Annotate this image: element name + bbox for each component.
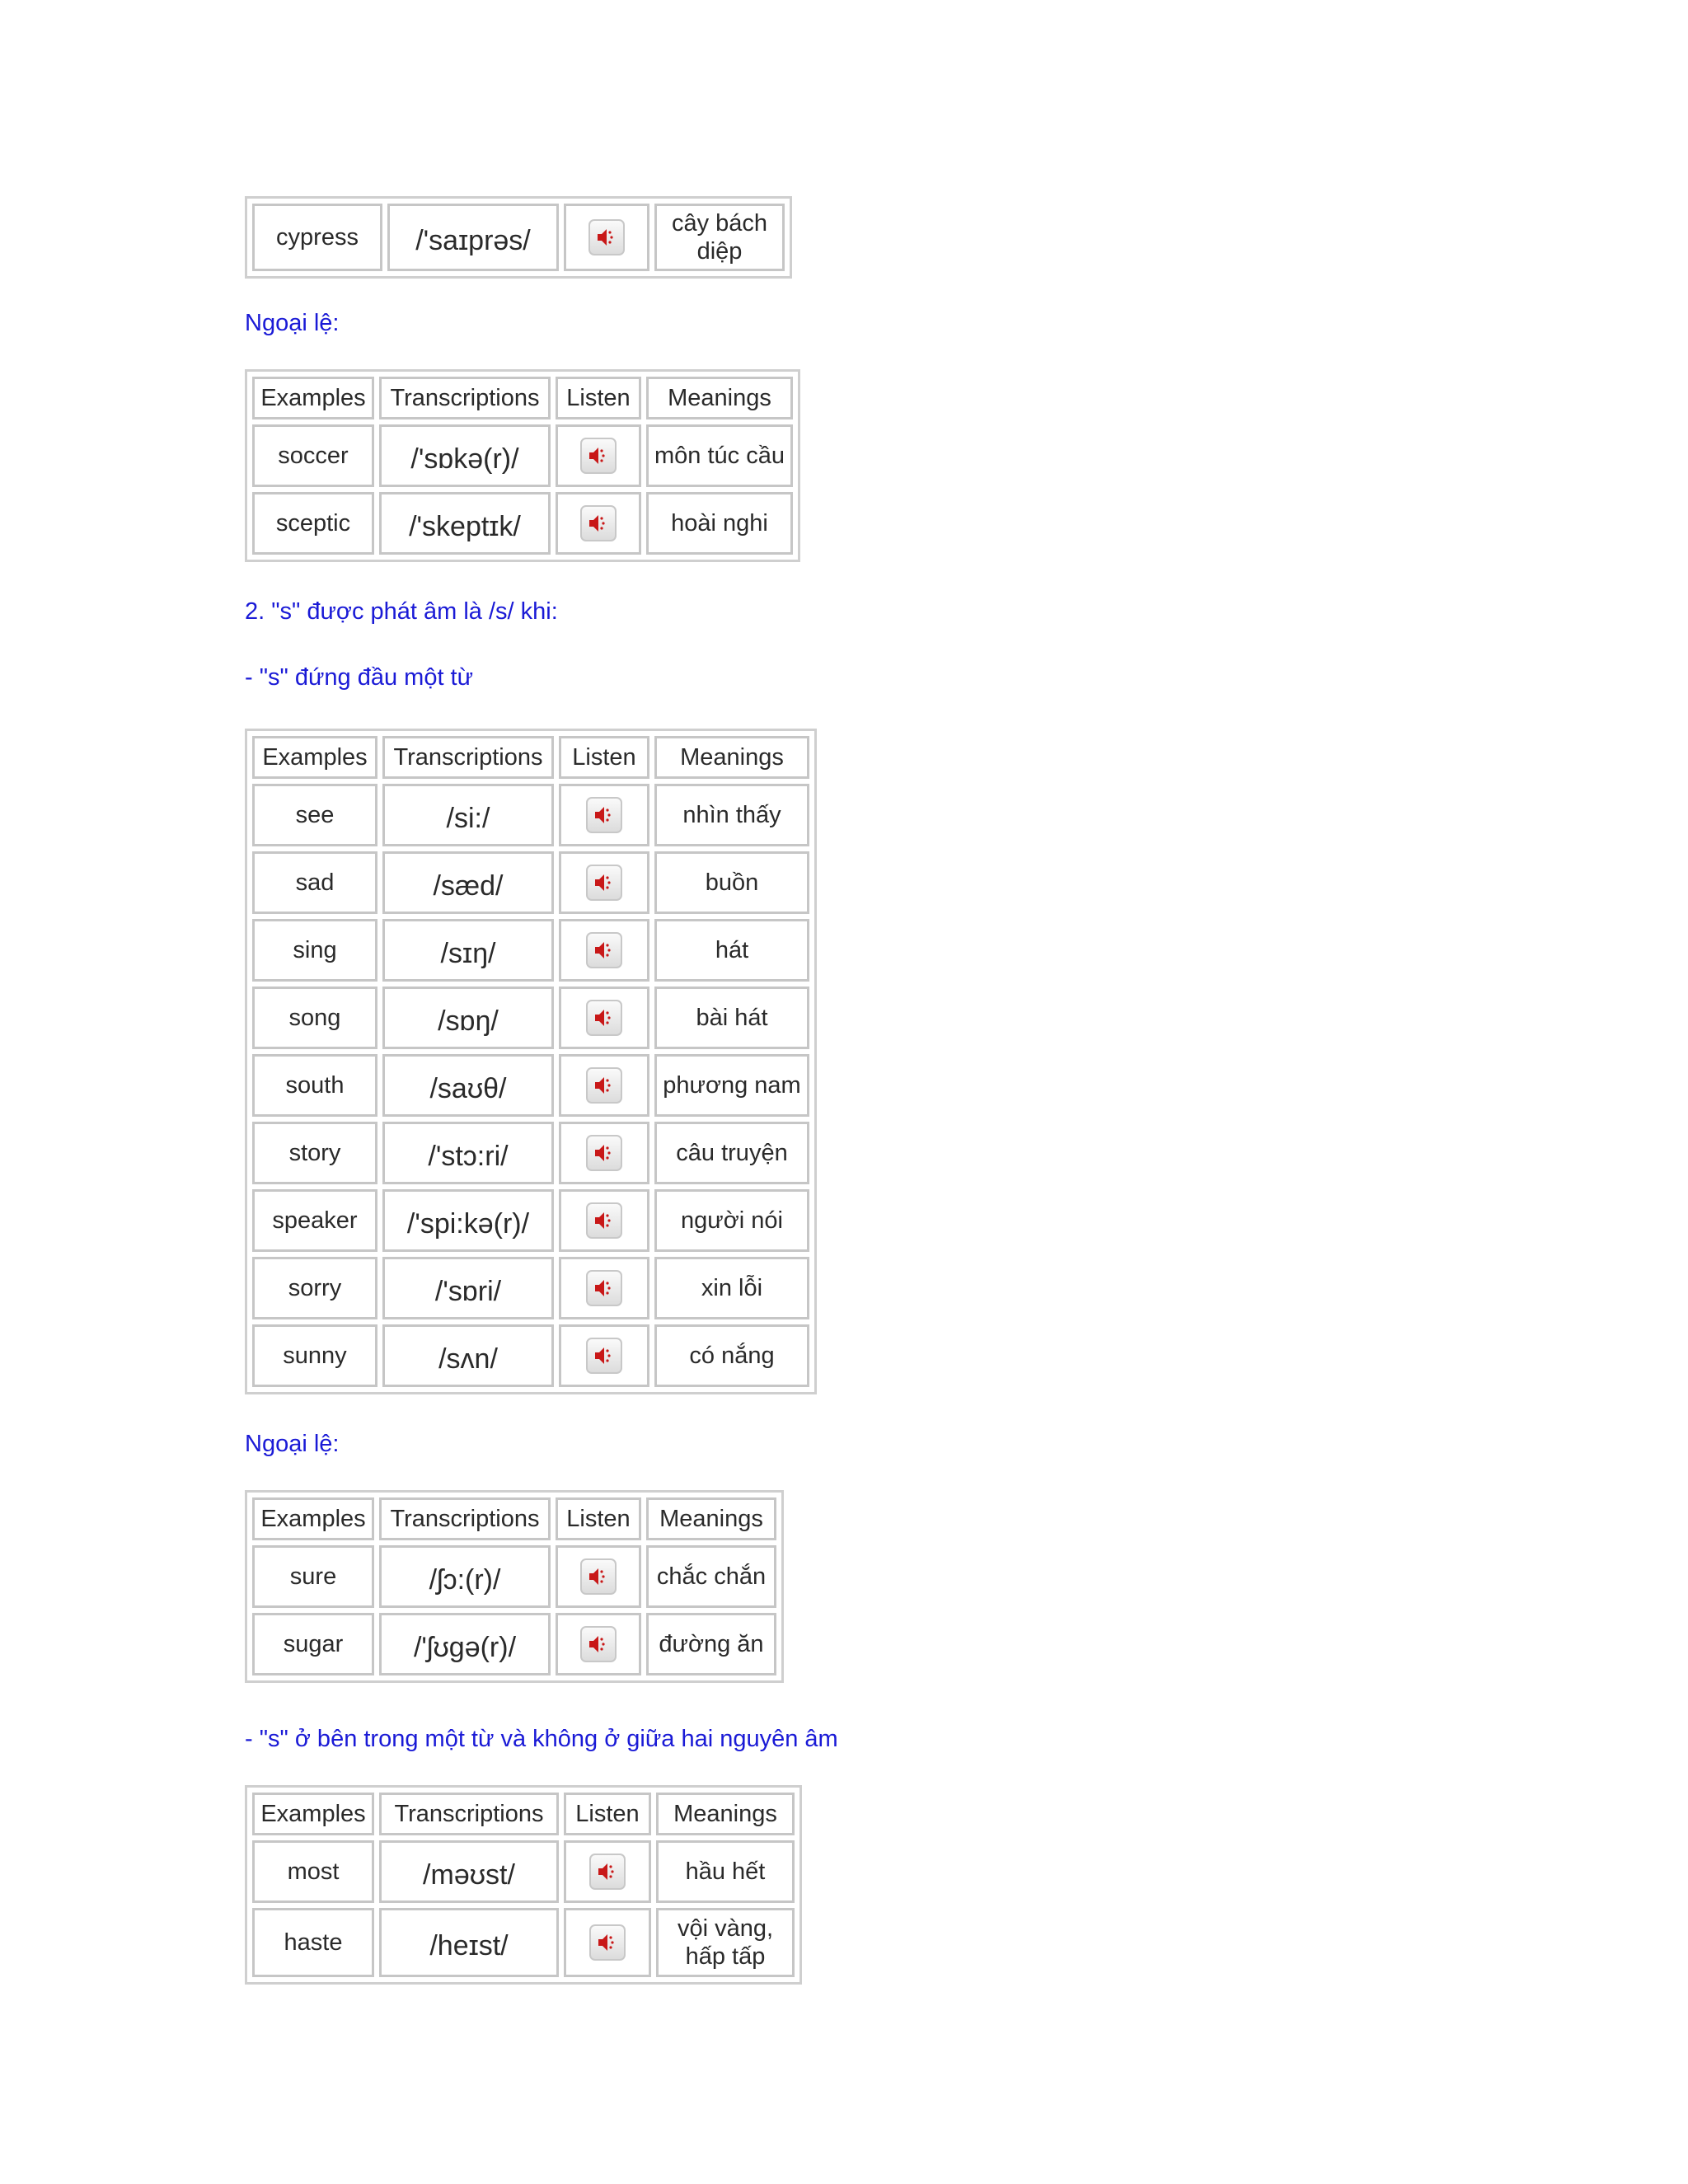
meaning-cell: cây bách diệp xyxy=(654,204,785,271)
example-cell: story xyxy=(252,1122,377,1184)
table-header xyxy=(252,1793,795,1835)
listen-cell xyxy=(559,1257,649,1319)
header-row xyxy=(252,1497,776,1540)
table-row xyxy=(252,424,793,487)
table-header xyxy=(252,1497,776,1540)
table-row xyxy=(252,1908,795,1977)
speaker-icon[interactable] xyxy=(586,1135,622,1171)
section-subtitle: - "s" ở bên trong một từ và không ở giữa hai nguyên âm xyxy=(245,1726,838,1752)
example-cell: see xyxy=(252,784,377,846)
meaning-cell: nhìn thấy xyxy=(654,784,809,846)
listen-cell xyxy=(559,1122,649,1184)
example-cell: most xyxy=(252,1840,374,1903)
speaker-icon[interactable] xyxy=(586,1270,622,1306)
transcription-cell: /'sɒri/ xyxy=(382,1257,554,1319)
vocab-table-exceptions-2 xyxy=(245,1490,784,1683)
transcription-cell: /'stɔ:ri/ xyxy=(382,1122,554,1184)
transcription-cell: /'skeptɪk/ xyxy=(379,492,551,555)
example-cell: haste xyxy=(252,1908,374,1977)
document-body xyxy=(245,196,1564,1985)
transcription-cell: /sɒŋ/ xyxy=(382,987,554,1049)
table-row xyxy=(252,1054,809,1117)
example-cell: south xyxy=(252,1054,377,1117)
table-row xyxy=(252,851,809,914)
example-cell: song xyxy=(252,987,377,1049)
meaning-cell: hầu hết xyxy=(656,1840,795,1903)
vocab-table-exceptions-1 xyxy=(245,369,800,562)
example-cell: sceptic xyxy=(252,492,374,555)
listen-cell xyxy=(559,987,649,1049)
listen-cell xyxy=(564,1908,651,1977)
example-cell: soccer xyxy=(252,424,374,487)
header-examples: Examples xyxy=(252,1497,374,1540)
meaning-cell: vội vàng, hấp tấp xyxy=(656,1908,795,1977)
table-row xyxy=(252,204,785,271)
table-body xyxy=(252,204,785,271)
header-listen: Listen xyxy=(559,736,649,779)
meaning-cell: buồn xyxy=(654,851,809,914)
table-row xyxy=(252,1613,776,1675)
speaker-icon[interactable] xyxy=(589,1854,626,1890)
example-cell: sorry xyxy=(252,1257,377,1319)
transcription-cell: /ʃɔ:(r)/ xyxy=(379,1545,551,1608)
header-meanings: Meanings xyxy=(646,377,793,419)
header-transcriptions: Transcriptions xyxy=(379,1497,551,1540)
listen-cell xyxy=(556,424,641,487)
header-examples: Examples xyxy=(252,1793,374,1835)
speaker-icon[interactable] xyxy=(580,505,617,541)
speaker-icon[interactable] xyxy=(586,1202,622,1239)
example-cell: cypress xyxy=(252,204,382,271)
transcription-cell: /məʊst/ xyxy=(379,1840,559,1903)
listen-cell xyxy=(556,492,641,555)
listen-cell xyxy=(559,1054,649,1117)
section-title: 2. "s" được phát âm là /s/ khi: xyxy=(245,598,558,625)
listen-cell xyxy=(556,1613,641,1675)
example-cell: sunny xyxy=(252,1324,377,1387)
table-body xyxy=(252,424,793,555)
header-meanings: Meanings xyxy=(654,736,809,779)
table-row xyxy=(252,1545,776,1608)
transcription-cell: /heɪst/ xyxy=(379,1908,559,1977)
table-row xyxy=(252,919,809,982)
listen-cell xyxy=(559,1189,649,1252)
speaker-icon[interactable] xyxy=(580,1558,617,1595)
example-cell: sing xyxy=(252,919,377,982)
transcription-cell: /'ʃʊgə(r)/ xyxy=(379,1613,551,1675)
meaning-cell: câu truyện xyxy=(654,1122,809,1184)
listen-cell xyxy=(564,1840,651,1903)
exception-label: Ngoại lệ: xyxy=(245,1431,340,1457)
header-transcriptions: Transcriptions xyxy=(379,377,551,419)
header-listen: Listen xyxy=(564,1793,651,1835)
speaker-icon[interactable] xyxy=(586,932,622,968)
listen-cell xyxy=(564,204,649,271)
table-row xyxy=(252,492,793,555)
transcription-cell: /sæd/ xyxy=(382,851,554,914)
example-cell: sugar xyxy=(252,1613,374,1675)
meaning-cell: môn túc cầu xyxy=(646,424,793,487)
meaning-cell: có nắng xyxy=(654,1324,809,1387)
example-cell: sad xyxy=(252,851,377,914)
meaning-cell: đường ăn xyxy=(646,1613,776,1675)
exception-label: Ngoại lệ: xyxy=(245,310,340,336)
table-header xyxy=(252,377,793,419)
example-cell: speaker xyxy=(252,1189,377,1252)
vocab-table-internal-s xyxy=(245,1785,802,1985)
listen-cell xyxy=(556,1545,641,1608)
transcription-cell: /'sɒkə(r)/ xyxy=(379,424,551,487)
header-meanings: Meanings xyxy=(656,1793,795,1835)
table-row xyxy=(252,784,809,846)
speaker-icon[interactable] xyxy=(588,219,625,255)
table-row xyxy=(252,1189,809,1252)
section-subtitle: - "s" đứng đầu một từ xyxy=(245,664,474,691)
transcription-cell: /sɪŋ/ xyxy=(382,919,554,982)
header-row xyxy=(252,736,809,779)
header-listen: Listen xyxy=(556,1497,641,1540)
meaning-cell: chắc chắn xyxy=(646,1545,776,1608)
example-cell: sure xyxy=(252,1545,374,1608)
transcription-cell: /'saɪprəs/ xyxy=(387,204,559,271)
listen-cell xyxy=(559,1324,649,1387)
table-row xyxy=(252,1324,809,1387)
listen-cell xyxy=(559,919,649,982)
vocab-table-cypress xyxy=(245,196,792,279)
header-examples: Examples xyxy=(252,377,374,419)
header-transcriptions: Transcriptions xyxy=(382,736,554,779)
meaning-cell: hát xyxy=(654,919,809,982)
table-body xyxy=(252,1545,776,1675)
header-transcriptions: Transcriptions xyxy=(379,1793,559,1835)
table-row xyxy=(252,987,809,1049)
speaker-icon[interactable] xyxy=(589,1924,626,1961)
table-body xyxy=(252,784,809,1387)
speaker-icon[interactable] xyxy=(586,797,622,833)
table-row xyxy=(252,1257,809,1319)
meaning-cell: bài hát xyxy=(654,987,809,1049)
speaker-icon[interactable] xyxy=(580,438,617,474)
header-listen: Listen xyxy=(556,377,641,419)
transcription-cell: /si:/ xyxy=(382,784,554,846)
table-body xyxy=(252,1840,795,1977)
table-row xyxy=(252,1122,809,1184)
meaning-cell: hoài nghi xyxy=(646,492,793,555)
speaker-icon[interactable] xyxy=(586,1067,622,1104)
header-row xyxy=(252,377,793,419)
speaker-icon[interactable] xyxy=(586,1338,622,1374)
speaker-icon[interactable] xyxy=(586,1000,622,1036)
vocab-table-initial-s xyxy=(245,729,817,1394)
meaning-cell: xin lỗi xyxy=(654,1257,809,1319)
speaker-icon[interactable] xyxy=(586,865,622,901)
listen-cell xyxy=(559,851,649,914)
listen-cell xyxy=(559,784,649,846)
transcription-cell: /sʌn/ xyxy=(382,1324,554,1387)
header-row xyxy=(252,1793,795,1835)
table-row xyxy=(252,1840,795,1903)
table-header xyxy=(252,736,809,779)
speaker-icon[interactable] xyxy=(580,1626,617,1662)
transcription-cell: /'spi:kə(r)/ xyxy=(382,1189,554,1252)
transcription-cell: /saʊθ/ xyxy=(382,1054,554,1117)
header-examples: Examples xyxy=(252,736,377,779)
meaning-cell: người nói xyxy=(654,1189,809,1252)
header-meanings: Meanings xyxy=(646,1497,776,1540)
meaning-cell: phương nam xyxy=(654,1054,809,1117)
